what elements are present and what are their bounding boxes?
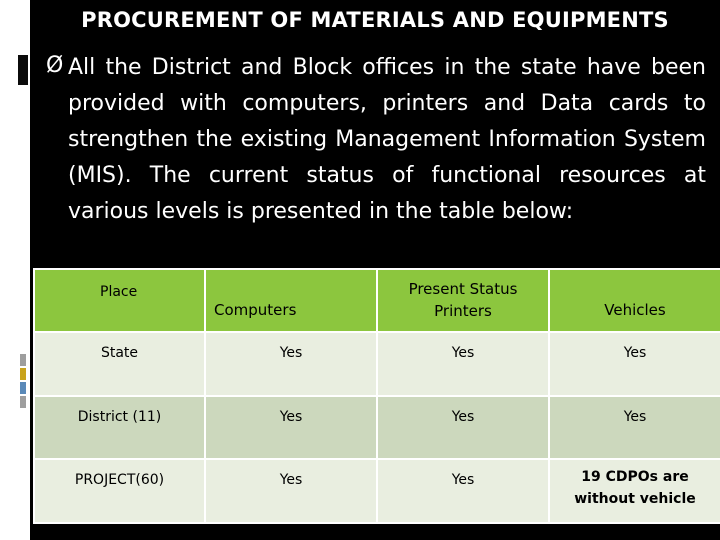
bullet-text: All the District and Block offices in the state have been provided with computers, printers and Data cards to strengthen the existing Management Information System (MIS). The current status of functional resources at various levels is presented in the table below: <box>68 55 706 224</box>
row-place: PROJECT(60) <box>74 472 165 488</box>
table-header-row <box>34 269 720 332</box>
row-printers: Yes <box>451 345 475 361</box>
row-computers: Yes <box>279 345 303 361</box>
header-computers-cell <box>205 269 377 332</box>
row-computers: Yes <box>279 472 303 488</box>
header-computers: Computers <box>214 301 297 319</box>
table-row <box>34 332 720 396</box>
header-present-status: Present Status <box>408 280 518 298</box>
row-computers: Yes <box>279 409 303 425</box>
left-decor-block <box>18 55 28 85</box>
row-place: District (11) <box>77 409 162 425</box>
table-row <box>34 459 720 523</box>
row-printers: Yes <box>451 409 475 425</box>
arrow-bullet-icon: Ø <box>46 53 64 78</box>
decor-square-gray <box>20 354 26 366</box>
header-place: Place <box>100 284 138 300</box>
resource-status-table <box>33 268 720 524</box>
header-printers-wrap <box>378 270 548 322</box>
header-vehicles: Vehicles <box>604 301 666 319</box>
header-printers: Printers <box>434 302 492 320</box>
row-vehicles: 19 CDPOs are without vehicle <box>574 469 696 507</box>
bullet-paragraph <box>46 50 706 230</box>
header-printers-cell <box>377 269 549 332</box>
slide-title: PROCUREMENT OF MATERIALS AND EQUIPMENTS <box>81 8 669 32</box>
header-vehicles-cell <box>549 269 720 332</box>
decor-square-gold <box>20 368 26 380</box>
row-vehicles: Yes <box>623 345 647 361</box>
row-printers: Yes <box>451 472 475 488</box>
table-row <box>34 396 720 459</box>
decor-square-gray-2 <box>20 396 26 408</box>
header-place-cell <box>34 269 205 332</box>
row-vehicles: Yes <box>623 409 647 425</box>
row-place: State <box>100 345 139 361</box>
decor-square-blue <box>20 382 26 394</box>
